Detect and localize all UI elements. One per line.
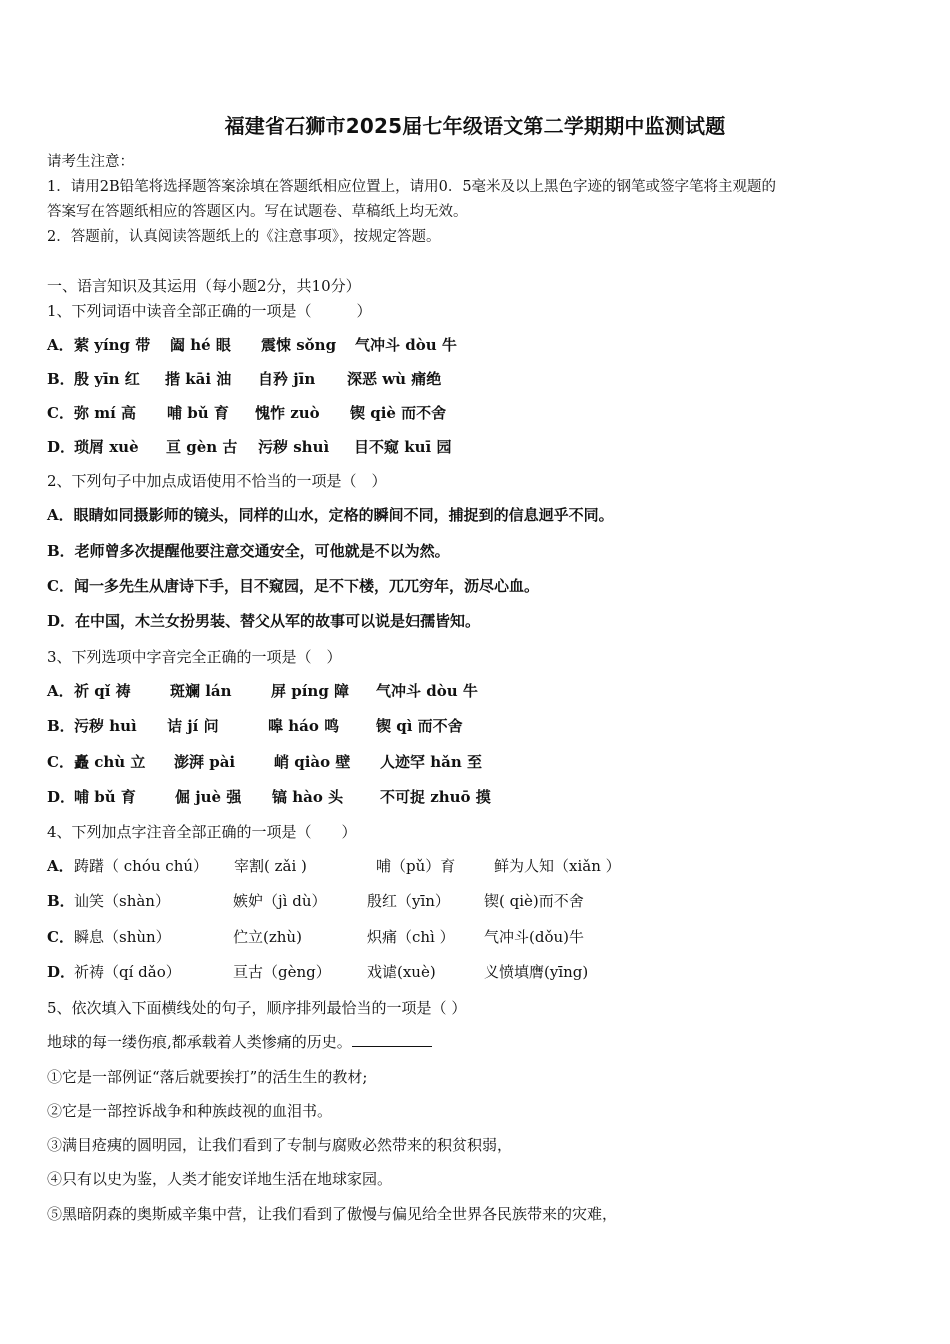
option-label: A． — [47, 682, 74, 700]
option-term: 亘古（gèng） — [233, 963, 331, 981]
option-term: 锲( qiè)而不舍 — [484, 892, 584, 910]
option-term: 炽痛（chì ） — [367, 928, 455, 946]
option-term: 讪笑（shàn） — [74, 892, 170, 910]
option-label: C． — [47, 404, 74, 422]
option-term: 气冲斗 dòu 牛 — [376, 682, 478, 700]
page-title: 福建省石狮市2025届七年级语文第二学期期中监测试题 — [224, 114, 726, 138]
option-term: 踌躇（ chóu chú） — [74, 857, 209, 875]
question-5-sentence-3: ③满目疮痍的圆明园，让我们看到了专制与腐败必然带来的积贫积弱， — [47, 1136, 513, 1154]
option-label: B． — [47, 370, 75, 388]
option-term: 宰割( zǎi ) — [234, 857, 307, 875]
option-term: 不可捉 zhuō 摸 — [380, 788, 491, 806]
option-term: 污秽 huì — [74, 717, 137, 735]
option-term: 锲 qì 而不舍 — [376, 717, 463, 735]
option-term: 气冲斗 dòu 牛 — [355, 336, 457, 354]
option-term: 诘 jí 问 — [167, 717, 219, 735]
question-2-option-c: C．闻一多先生从唐诗下手，目不窥园，足不下楼，兀兀穷年，沥尽心血。 — [47, 577, 539, 595]
option-label: C． — [47, 753, 74, 771]
option-term: 殷红（yīn） — [367, 892, 450, 910]
option-term: 屏 píng 障 — [271, 682, 350, 700]
option-term: 揩 kāi 油 — [165, 370, 232, 388]
option-label: A． — [47, 857, 74, 875]
question-5-sentence-2: ②它是一部控诉战争和种族歧视的血泪书。 — [47, 1102, 333, 1120]
option-term: 镐 hào 头 — [272, 788, 344, 806]
question-2-option-a: A．眼睛如同摄影师的镜头，同样的山水，定格的瞬间不同，捕捉到的信息迥乎不同。 — [47, 506, 614, 524]
option-term: 深恶 wù 痛绝 — [347, 370, 442, 388]
question-5-sentence-5: ⑤黑暗阴森的奥斯威辛集中营，让我们看到了傲慢与偏见给全世界各民族带来的灾难， — [47, 1205, 618, 1223]
option-term: 哺 bǔ 育 — [74, 788, 136, 806]
option-term: 污秽 shuì — [258, 438, 330, 456]
option-term: 气冲斗(dǒu)牛 — [484, 928, 584, 946]
option-term: 峭 qiào 壁 — [274, 753, 351, 771]
question-1-stem: 1、下列词语中读音全部正确的一项是（ ） — [47, 302, 372, 320]
option-term: 瞬息（shùn） — [74, 928, 171, 946]
notice-item-1: 1．请用2B铅笔将选择题答案涂填在答题纸相应位置上，请用0．5毫米及以上黑色字迹的钢笔或签字笔将主观题的 — [47, 179, 777, 195]
option-term: 哺（pǔ）育 — [376, 857, 456, 875]
option-term: 戏谑(xuè) — [367, 963, 436, 981]
option-term: 萦 yíng 带 — [74, 336, 151, 354]
option-term: 倔 juè 强 — [175, 788, 242, 806]
question-2-stem: 2、下列句子中加点成语使用不恰当的一项是（ ） — [47, 472, 387, 490]
option-term: 祈祷（qí dǎo） — [74, 963, 181, 981]
notice-item-1-cont: 答案写在答题纸相应的答题区内。写在试题卷、草稿纸上均无效。 — [47, 204, 468, 220]
question-4-stem: 4、下列加点字注音全部正确的一项是（ ） — [47, 823, 357, 841]
question-3-stem: 3、下列选项中字音完全正确的一项是（ ） — [47, 648, 342, 666]
option-term: 鲜为人知（xiǎn ） — [494, 857, 621, 875]
option-term: 自矜 jīn — [258, 370, 316, 388]
option-term: 目不窥 kuī 园 — [354, 438, 452, 456]
section-heading: 一、语言知识及其运用（每小题2分，共10分） — [47, 277, 361, 295]
option-term: 祈 qǐ 祷 — [74, 682, 131, 700]
option-term: 嗥 háo 鸣 — [268, 717, 340, 735]
option-term: 嫉妒（jì dù） — [233, 892, 327, 910]
option-term: 殷 yīn 红 — [74, 370, 140, 388]
option-term: 琐屑 xuè — [74, 438, 139, 456]
option-term: 锲 qiè 而不舍 — [350, 404, 447, 422]
option-term: 震悚 sǒng — [261, 336, 337, 354]
option-label: D． — [47, 438, 76, 456]
option-label: A． — [47, 336, 74, 354]
option-label: D． — [47, 963, 76, 981]
option-term: 弥 mí 高 — [74, 404, 137, 422]
option-term: 伫立(zhù) — [233, 928, 302, 946]
option-label: C． — [47, 928, 74, 946]
option-term: 澎湃 pài — [174, 753, 236, 771]
option-term: 阖 hé 眼 — [170, 336, 231, 354]
question-2-option-d: D．在中国，木兰女扮男装、替父从军的故事可以说是妇孺皆知。 — [47, 612, 481, 630]
option-term: 愧怍 zuò — [255, 404, 320, 422]
option-term: 亘 gèn 古 — [166, 438, 238, 456]
option-term: 哺 bǔ 育 — [167, 404, 229, 422]
option-label: B． — [47, 892, 75, 910]
question-5-sentence-4: ④只有以史为鉴，人类才能安详地生活在地球家园。 — [47, 1170, 393, 1188]
question-5-stem: 5、依次填入下面横线处的句子，顺序排列最恰当的一项是（ ） — [47, 999, 467, 1017]
option-term: 矗 chù 立 — [74, 753, 146, 771]
question-5-lead-text: 地球的每一缕伤痕,都承载着人类惨痛的历史。 — [47, 1033, 352, 1051]
question-5-lead — [47, 1032, 432, 1052]
answer-blank — [352, 1032, 432, 1047]
question-2-option-b: B．老师曾多次提醒他要注意交通安全，可他就是不以为然。 — [47, 542, 450, 560]
option-label: B． — [47, 717, 75, 735]
notice-heading: 请考生注意： — [47, 154, 134, 170]
notice-item-2: 2．答题前，认真阅读答题纸上的《注意事项》，按规定答题。 — [47, 229, 441, 245]
option-term: 人迹罕 hǎn 至 — [380, 753, 482, 771]
option-term: 义愤填膺(yīng) — [484, 963, 589, 981]
question-5-sentence-1: ①它是一部例证“落后就要挨打”的活生生的教材; — [47, 1068, 368, 1086]
option-term: 斑斓 lán — [170, 682, 232, 700]
option-label: D． — [47, 788, 76, 806]
